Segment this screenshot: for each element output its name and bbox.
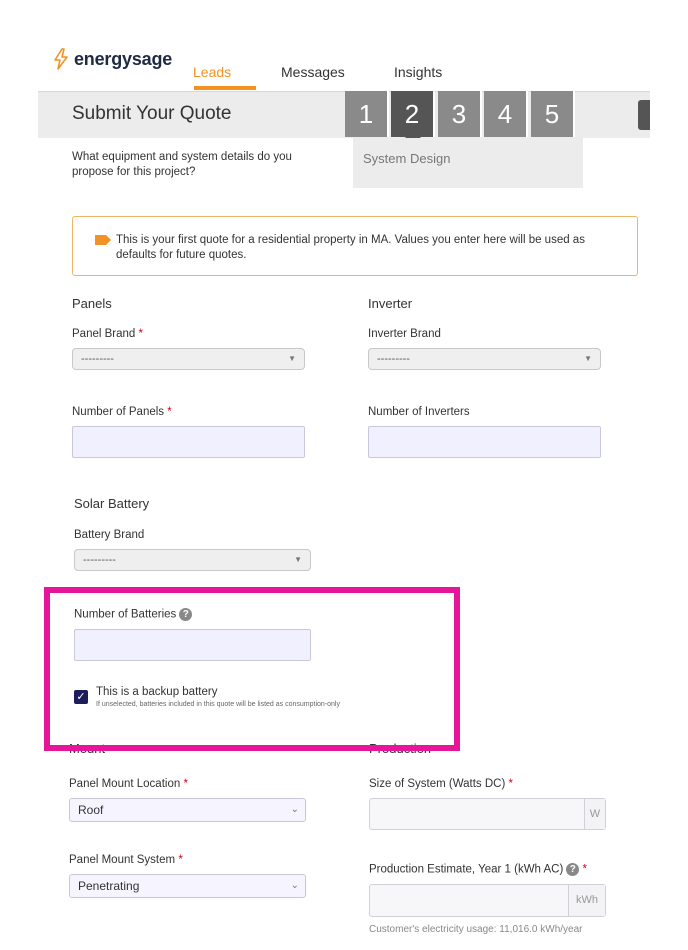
inverter-section-title: Inverter <box>368 296 413 311</box>
page-title: Submit Your Quote <box>72 103 232 124</box>
mount-location-label: Panel Mount Location * <box>69 778 188 790</box>
step-name: System Design <box>363 151 451 166</box>
help-icon[interactable]: ? <box>179 608 192 621</box>
system-size-label: Size of System (Watts DC) * <box>369 778 514 790</box>
tab-insights[interactable]: Insights <box>394 64 443 80</box>
tab-leads[interactable]: Leads <box>193 64 232 80</box>
step-4[interactable]: 4 <box>484 91 528 137</box>
dropdown-arrow-icon: ▼ <box>584 354 592 363</box>
production-estimate-input[interactable] <box>369 884 606 917</box>
mount-system-value: Penetrating <box>78 879 140 893</box>
backup-battery-label: This is a backup battery <box>96 686 218 698</box>
panel-count-label: Number of Panels * <box>72 406 172 418</box>
mount-system-label: Panel Mount System * <box>69 854 183 866</box>
backup-battery-hint: If unselected, batteries included in this quote will be listed as consumption-only <box>96 701 340 708</box>
inverter-brand-select[interactable] <box>368 348 601 370</box>
battery-brand-select[interactable] <box>74 549 311 571</box>
active-tab-underline <box>194 86 256 90</box>
inverter-brand-label: Inverter Brand <box>368 328 441 340</box>
battery-section-title: Solar Battery <box>74 496 150 511</box>
panel-brand-label: Panel Brand * <box>72 328 143 340</box>
panel-brand-value: --------- <box>81 353 114 365</box>
chevron-down-icon: ⌄ <box>290 880 299 891</box>
inverter-brand-value: --------- <box>377 353 410 365</box>
step-5[interactable]: 5 <box>531 91 575 137</box>
notice-text: This is your first quote for a residential property in MA. Values you enter here will be used as defaults for future quotes. <box>116 234 585 261</box>
inverter-count-input[interactable] <box>368 426 601 458</box>
tag-icon <box>95 235 111 245</box>
brand-name: energysage <box>74 48 173 69</box>
production-section-title: Production <box>369 741 432 756</box>
mount-section-title: Mount <box>69 741 106 756</box>
production-estimate-unit: kWh <box>568 885 605 916</box>
mount-location-value: Roof <box>78 803 104 817</box>
bolt-logo-icon <box>52 48 70 70</box>
step-1[interactable]: 1 <box>345 91 389 137</box>
chevron-down-icon: ⌄ <box>290 804 299 815</box>
usage-note: Customer's electricity usage: 11,016.0 kWh/year <box>369 924 583 935</box>
mount-system-select[interactable] <box>69 874 306 898</box>
panels-section-title: Panels <box>72 296 112 311</box>
inverter-count-label: Number of Inverters <box>368 406 470 418</box>
help-icon[interactable]: ? <box>566 863 579 876</box>
step-2[interactable]: 2 <box>391 91 435 137</box>
panel-count-input[interactable] <box>72 426 305 458</box>
battery-count-label: Number of Batteries ? <box>74 608 192 621</box>
battery-brand-label: Battery Brand <box>74 529 145 541</box>
mount-location-select[interactable] <box>69 798 306 822</box>
intro-question: What equipment and system details do you propose for this project? <box>72 151 292 178</box>
tab-messages[interactable]: Messages <box>281 64 345 80</box>
dropdown-arrow-icon: ▼ <box>288 354 296 363</box>
brand-logo[interactable] <box>52 48 172 70</box>
production-estimate-label: Production Estimate, Year 1 (kWh AC) ? * <box>369 863 587 876</box>
system-size-input[interactable] <box>369 798 606 830</box>
backup-battery-checkbox[interactable]: ✓ <box>74 690 88 704</box>
step-3[interactable]: 3 <box>438 91 482 137</box>
dropdown-arrow-icon: ▼ <box>294 555 302 564</box>
highlight-box <box>44 587 460 751</box>
next-step-edge <box>638 100 650 130</box>
panel-brand-select[interactable] <box>72 348 305 370</box>
battery-brand-value: --------- <box>83 554 116 566</box>
system-size-unit: W <box>584 799 605 829</box>
